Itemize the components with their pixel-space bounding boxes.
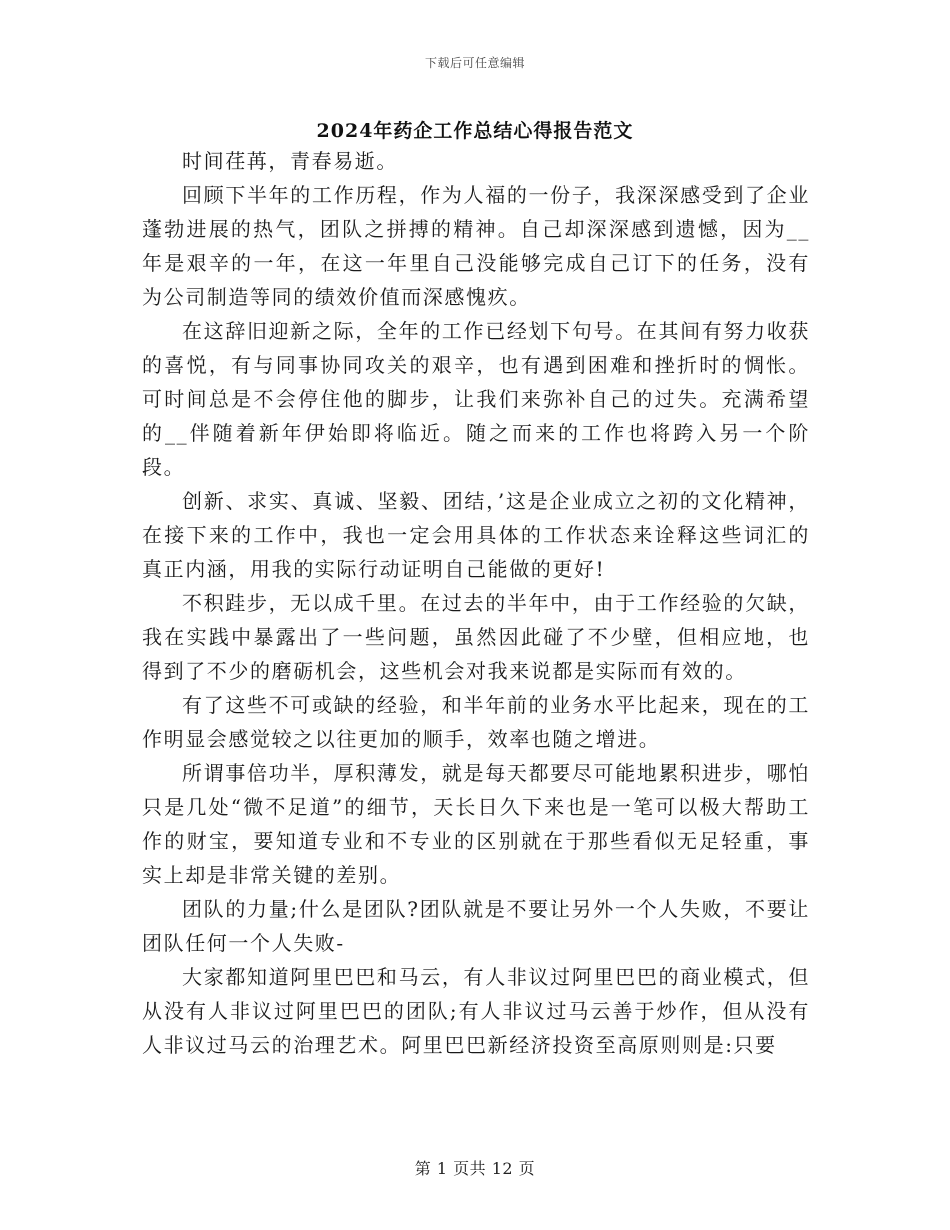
document-title: 2024年药企工作总结心得报告范文 [316,120,634,142]
paragraph: 所谓事倍功半，厚积薄发，就是每天都要尽可能地累积进步，哪怕只是几处“微不足道”的细节，天长日久下来也是一笔可以极大帮助工作的财宝，要知道专业和不专业的区别就在于那些看似无足轻重，事实上却是非常关键的差别。 [142,761,810,887]
page-number-footer: 第 1 页共 12 页 [414,1159,536,1178]
paragraph: 团队的力量;什么是团队?团队就是不要让另外一个人失败，不要让团队任何一个人失败- [142,897,810,955]
paragraph: 时间荏苒，青春易逝。 [182,149,398,173]
paragraph: 大家都知道阿里巴巴和马云，有人非议过阿里巴巴的商业模式，但从没有人非议过阿里巴巴的团队;有人非议过马云善于炒作，但从没有人非议过马云的治理艺术。阿里巴巴新经济投资至高原则则是:只要 [142,965,810,1057]
header-note: 下载后可任意编辑 [424,56,525,70]
paragraph: 回顾下半年的工作历程，作为人福的一份子，我深深感受到了企业蓬勃进展的热气，团队之拼搏的精神。自己却深深感到遗憾，因为__年是艰辛的一年，在这一年里自己没能够完成自己订下的任务，没有为公司制造等同的绩效价值而深感愧疚。 [142,183,810,309]
paragraph: 创新、求实、真诚、坚毅、团结，’这是企业成立之初的文化精神，在接下来的工作中，我也一定会用具体的工作状态来诠释这些词汇的真正内涵，用我的实际行动证明自己能做的更好! [142,489,810,581]
paragraph: 在这辞旧迎新之际，全年的工作已经划下句号。在其间有努力收获的喜悦，有与同事协同攻关的艰辛，也有遇到困难和挫折时的惆怅。可时间总是不会停住他的脚步，让我们来弥补自己的过失。充满希望的__伴随着新年伊始即将临近。随之而来的工作也将跨入另一个阶段。 [142,319,810,479]
paragraph: 有了这些不可或缺的经验，和半年前的业务水平比起来，现在的工作明显会感觉较之以往更加的顺手，效率也随之增进。 [142,693,810,751]
document-body [142,144,810,1062]
paragraph: 不积跬步，无以成千里。在过去的半年中，由于工作经验的欠缺，我在实践中暴露出了一些问题，虽然因此碰了不少壁，但相应地，也得到了不少的磨砺机会，这些机会对我来说都是实际而有效的。 [142,591,810,683]
